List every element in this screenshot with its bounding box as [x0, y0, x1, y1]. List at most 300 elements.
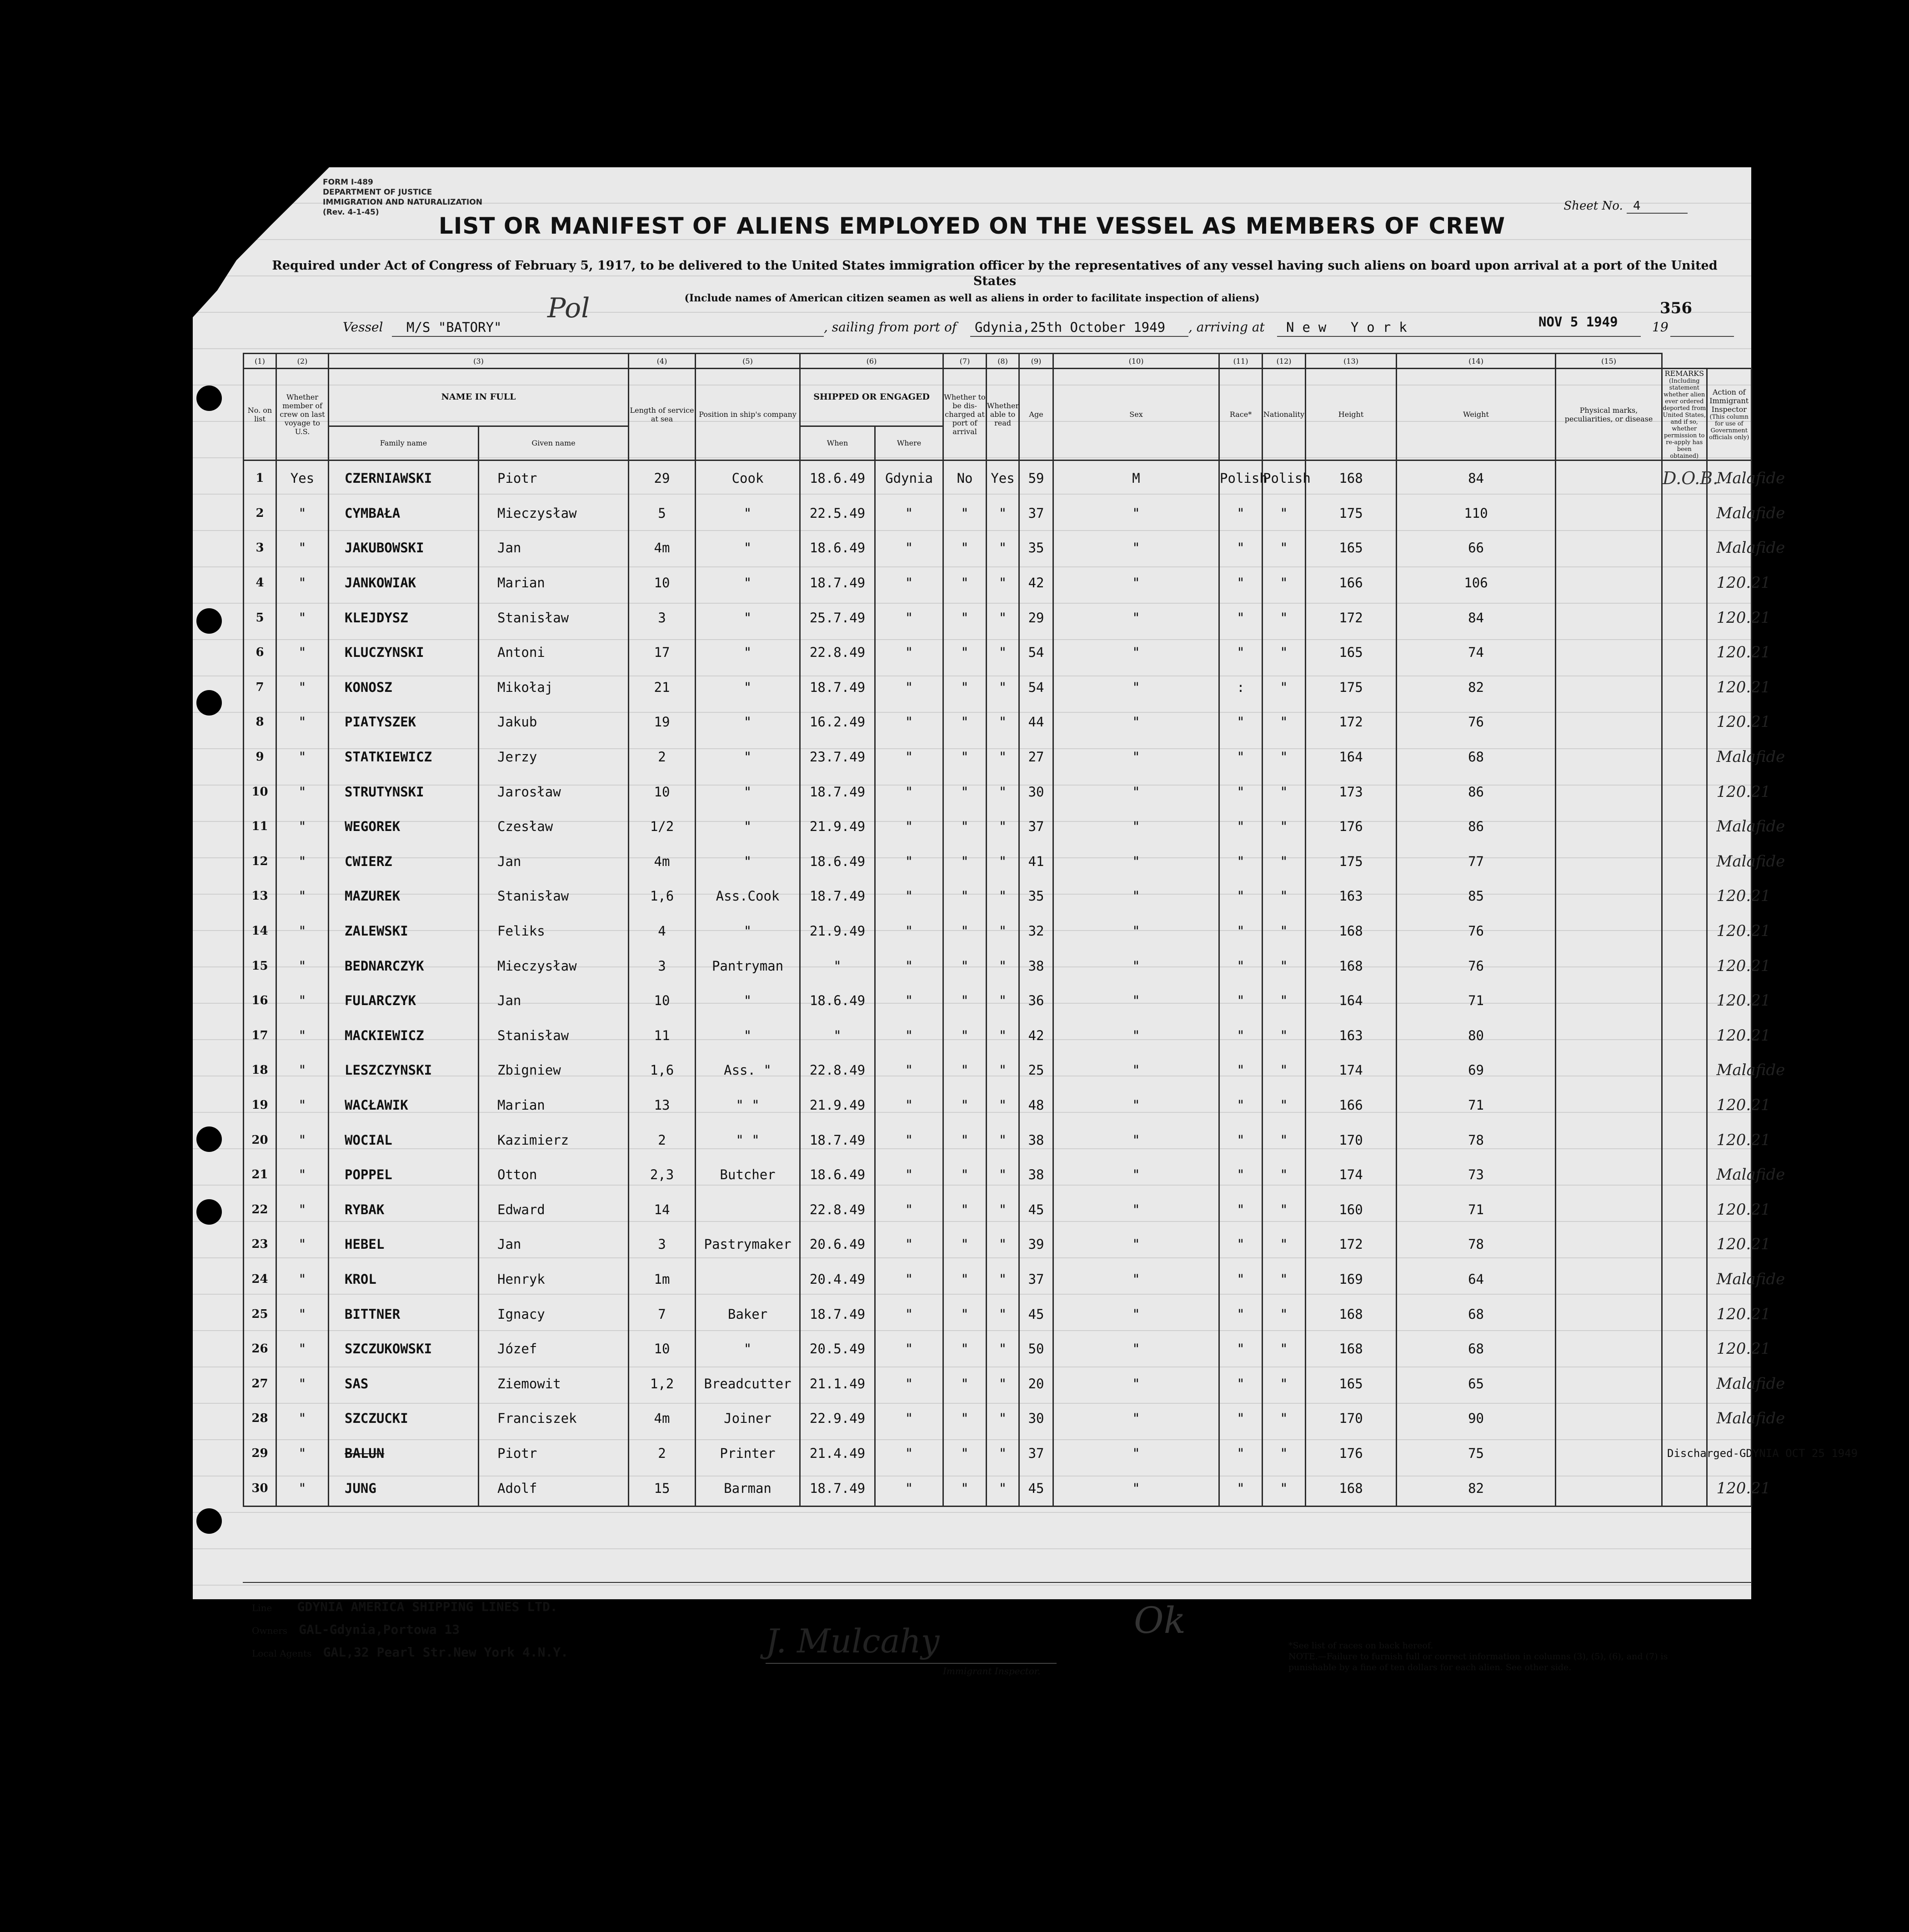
cell-family-name — [329, 844, 479, 879]
cell-sex: " — [1053, 740, 1219, 775]
cell-inspector-action: 120.21 — [1707, 566, 1751, 601]
inspector-signature: J. Mulcahy — [766, 1622, 940, 1660]
cell-sex: " — [1053, 1436, 1219, 1471]
cell-row-number: 19 — [244, 1088, 276, 1123]
cell-physical-marks — [1556, 809, 1662, 844]
cell-nationality: " — [1263, 1122, 1306, 1157]
cell-race: " — [1219, 1053, 1263, 1088]
family-name-text: MAZUREK — [345, 888, 401, 904]
table-row — [244, 1122, 1752, 1157]
cell-inspector-action: Malafide — [1707, 1366, 1751, 1401]
footer-notes — [1288, 1640, 1698, 1673]
cell-engaged-where: " — [875, 531, 943, 566]
cell-remarks — [1662, 879, 1707, 914]
cell-race: : — [1219, 670, 1263, 705]
cell-engaged-when: 22.5.49 — [800, 496, 875, 531]
cell-row-number: 28 — [244, 1401, 276, 1436]
cell-weight: 65 — [1397, 1366, 1556, 1401]
cell-race: " — [1219, 1436, 1263, 1471]
cell-sex: " — [1053, 670, 1219, 705]
table-row — [244, 844, 1752, 879]
punch-hole — [196, 690, 222, 716]
cell-sex: " — [1053, 1227, 1219, 1262]
cell-row-number: 9 — [244, 740, 276, 775]
table-row — [244, 460, 1752, 496]
cell-family-name — [329, 600, 479, 635]
cell-physical-marks — [1556, 705, 1662, 740]
table-row — [244, 1471, 1752, 1506]
cell-engaged-where: " — [875, 1157, 943, 1192]
cell-remarks — [1662, 1296, 1707, 1331]
cell-crew-member-flag: " — [276, 531, 329, 566]
cell-height: 173 — [1306, 774, 1397, 809]
cell-race: " — [1219, 844, 1263, 879]
punch-hole — [196, 1199, 222, 1225]
table-row — [244, 879, 1752, 914]
cell-height: 176 — [1306, 1436, 1397, 1471]
col-num: (8) — [987, 354, 1019, 369]
cell-engaged-where: " — [875, 809, 943, 844]
arriving-port: New York — [1286, 320, 1415, 335]
cell-engaged-where: " — [875, 1436, 943, 1471]
cell-given-name: Jarosław — [479, 774, 629, 809]
line-field — [252, 1599, 558, 1614]
cell-inspector-action: 120.21 — [1707, 1088, 1751, 1123]
cell-given-name: Adolf — [479, 1471, 629, 1506]
cell-physical-marks — [1556, 496, 1662, 531]
cell-sex: " — [1053, 1331, 1219, 1366]
cell-engaged-where: " — [875, 635, 943, 670]
cell-discharge-flag: " — [943, 983, 987, 1018]
owners-label: Owners — [252, 1625, 288, 1636]
cell-remarks — [1662, 1122, 1707, 1157]
cell-remarks — [1662, 983, 1707, 1018]
cell-crew-member-flag: " — [276, 1157, 329, 1192]
line-label: Line — [252, 1602, 272, 1613]
cell-family-name — [329, 1366, 479, 1401]
table-row — [244, 774, 1752, 809]
cell-height: 168 — [1306, 1296, 1397, 1331]
cell-family-name — [329, 1053, 479, 1088]
cell-weight: 71 — [1397, 1088, 1556, 1123]
cell-discharge-flag: " — [943, 1436, 987, 1471]
cell-age: 54 — [1019, 635, 1053, 670]
cell-row-number: 12 — [244, 844, 276, 879]
cell-sex: " — [1053, 635, 1219, 670]
cell-height: 168 — [1306, 460, 1397, 496]
agents-value: GAL,32 Pearl Str.New York 4.N.Y. — [323, 1645, 568, 1660]
cell-height: 163 — [1306, 879, 1397, 914]
col-header-sex: Sex — [1053, 369, 1219, 460]
cell-ship-position: " — [696, 809, 800, 844]
sailing-label: , sailing from port of — [824, 320, 957, 335]
cell-sex: " — [1053, 879, 1219, 914]
cell-remarks — [1662, 496, 1707, 531]
cell-discharge-flag: No — [943, 460, 987, 496]
cell-age: 54 — [1019, 670, 1053, 705]
cell-given-name: Franciszek — [479, 1401, 629, 1436]
cell-discharge-flag: " — [943, 1122, 987, 1157]
col-header-member: Whether member of crew on last voyage to U.S. — [276, 369, 329, 460]
cell-family-name — [329, 1018, 479, 1053]
cell-sex: " — [1053, 774, 1219, 809]
cell-given-name: Jan — [479, 983, 629, 1018]
cell-physical-marks — [1556, 740, 1662, 775]
family-name-text: HEBEL — [345, 1236, 385, 1252]
cell-inspector-action: 120.21 — [1707, 1192, 1751, 1227]
sheet-value: 4 — [1627, 199, 1688, 214]
family-name-text: WACŁAWIK — [345, 1097, 408, 1113]
col-header-age: Age — [1019, 369, 1053, 460]
cell-race: " — [1219, 1366, 1263, 1401]
cell-read-flag: Yes — [987, 460, 1019, 496]
cell-race: " — [1219, 1192, 1263, 1227]
cell-inspector-action: Malafide — [1707, 1053, 1751, 1088]
cell-age: 45 — [1019, 1471, 1053, 1506]
cell-race: " — [1219, 496, 1263, 531]
cell-engaged-where: " — [875, 600, 943, 635]
cell-read-flag: " — [987, 1471, 1019, 1506]
table-row — [244, 914, 1752, 949]
cell-given-name: Stanisław — [479, 600, 629, 635]
cell-read-flag: " — [987, 1192, 1019, 1227]
table-row — [244, 1262, 1752, 1297]
cell-crew-member-flag: " — [276, 1018, 329, 1053]
cell-read-flag: " — [987, 635, 1019, 670]
cell-engaged-when: 23.7.49 — [800, 740, 875, 775]
cell-weight: 78 — [1397, 1227, 1556, 1262]
cell-engaged-where: " — [875, 774, 943, 809]
cell-read-flag: " — [987, 1331, 1019, 1366]
cell-discharge-flag: " — [943, 879, 987, 914]
cell-service-length: 4 — [629, 914, 696, 949]
cell-row-number: 18 — [244, 1053, 276, 1088]
family-name-text: MACKIEWICZ — [345, 1027, 424, 1043]
cell-height: 164 — [1306, 983, 1397, 1018]
cell-given-name: Ziemowit — [479, 1366, 629, 1401]
family-name-text: STRUTYNSKI — [345, 784, 424, 800]
cell-family-name — [329, 1471, 479, 1506]
cell-crew-member-flag: " — [276, 635, 329, 670]
cell-nationality: Polish — [1263, 460, 1306, 496]
table-row — [244, 496, 1752, 531]
cell-service-length: 4m — [629, 1401, 696, 1436]
cell-nationality: " — [1263, 670, 1306, 705]
table-row — [244, 566, 1752, 601]
cell-engaged-where: " — [875, 1331, 943, 1366]
cell-remarks — [1662, 774, 1707, 809]
cell-crew-member-flag: " — [276, 774, 329, 809]
cell-family-name — [329, 635, 479, 670]
cell-inspector-action: 120.21 — [1707, 1122, 1751, 1157]
cell-engaged-when: 18.7.49 — [800, 1122, 875, 1157]
cell-engaged-where: " — [875, 1296, 943, 1331]
cell-discharge-flag: " — [943, 844, 987, 879]
cell-crew-member-flag: " — [276, 983, 329, 1018]
cell-weight: 73 — [1397, 1157, 1556, 1192]
cell-physical-marks — [1556, 670, 1662, 705]
cell-engaged-where: " — [875, 844, 943, 879]
cell-age: 50 — [1019, 1331, 1053, 1366]
cell-inspector-action: 120.21 — [1707, 1471, 1751, 1506]
cell-discharge-flag: " — [943, 1018, 987, 1053]
col-header-when: When — [800, 426, 875, 460]
family-name-text: SAS — [345, 1376, 369, 1391]
note-penalty: NOTE.—Failure to furnish full or correct information in columns (3), (5), (6), and (7) is punishable by a fine of ten dollars for each alien. See other side. — [1288, 1652, 1668, 1672]
family-name-text: KLEJDYSZ — [345, 610, 408, 626]
cell-discharge-flag: " — [943, 1331, 987, 1366]
cell-physical-marks — [1556, 983, 1662, 1018]
cell-family-name — [329, 740, 479, 775]
arriving-label: , arriving at — [1188, 320, 1265, 335]
cell-remarks — [1662, 670, 1707, 705]
cell-engaged-when: 18.6.49 — [800, 531, 875, 566]
sheet-number — [1563, 199, 1688, 214]
family-name-text: RYBAK — [345, 1201, 385, 1217]
cell-sex: " — [1053, 1018, 1219, 1053]
col-header-race: Race* — [1219, 369, 1263, 460]
cell-engaged-when: 22.8.49 — [800, 1192, 875, 1227]
cell-sex: " — [1053, 1192, 1219, 1227]
cell-engaged-when: 18.6.49 — [800, 1157, 875, 1192]
cell-weight: 68 — [1397, 1331, 1556, 1366]
cell-ship-position: " — [696, 635, 800, 670]
cell-age: 35 — [1019, 879, 1053, 914]
cell-read-flag: " — [987, 740, 1019, 775]
underline — [1670, 336, 1734, 337]
cell-ship-position: " — [696, 844, 800, 879]
cell-weight: 76 — [1397, 914, 1556, 949]
cell-race: " — [1219, 1122, 1263, 1157]
cell-engaged-where: " — [875, 1401, 943, 1436]
cell-service-length: 15 — [629, 1471, 696, 1506]
cell-given-name: Mikołaj — [479, 670, 629, 705]
cell-engaged-when: 21.4.49 — [800, 1436, 875, 1471]
cell-height: 172 — [1306, 705, 1397, 740]
family-name-text: CWIERZ — [345, 853, 392, 869]
col-num: (10) — [1053, 354, 1219, 369]
cell-read-flag: " — [987, 1296, 1019, 1331]
cell-remarks — [1662, 740, 1707, 775]
cell-given-name: Stanisław — [479, 1018, 629, 1053]
cell-remarks — [1662, 1018, 1707, 1053]
cell-physical-marks — [1556, 1088, 1662, 1123]
family-name-text: CZERNIAWSKI — [345, 470, 432, 486]
cell-age: 20 — [1019, 1366, 1053, 1401]
cell-read-flag: " — [987, 809, 1019, 844]
cell-engaged-where: " — [875, 1122, 943, 1157]
cell-height: 168 — [1306, 1331, 1397, 1366]
cell-inspector-action: Malafide — [1707, 740, 1751, 775]
cell-family-name — [329, 460, 479, 496]
cell-inspector-action: 120.21 — [1707, 983, 1751, 1018]
family-name-text: ZALEWSKI — [345, 923, 408, 939]
cell-remarks — [1662, 1366, 1707, 1401]
cell-race: " — [1219, 1227, 1263, 1262]
cell-height: 165 — [1306, 531, 1397, 566]
cell-given-name: Jan — [479, 531, 629, 566]
date-stamp: NOV 5 1949 — [1538, 314, 1618, 330]
cell-nationality: " — [1263, 1262, 1306, 1297]
cell-discharge-flag: " — [943, 1157, 987, 1192]
cell-family-name — [329, 914, 479, 949]
cell-crew-member-flag: " — [276, 1331, 329, 1366]
cell-nationality: " — [1263, 566, 1306, 601]
cell-inspector-action: 120.21 — [1707, 635, 1751, 670]
cell-ship-position: " — [696, 740, 800, 775]
cell-weight: 76 — [1397, 705, 1556, 740]
cell-row-number: 1 — [244, 460, 276, 496]
cell-ship-position: " — [696, 531, 800, 566]
subtitle: Required under Act of Congress of February 5, 1917, to be delivered to the United States immigration officer by the representatives of any vessel having such aliens on board upon arrival at a port of the United States — [272, 259, 1718, 288]
cell-given-name: Marian — [479, 566, 629, 601]
col-num: (14) — [1397, 354, 1556, 369]
form-stamp — [323, 177, 482, 217]
cell-ship-position: " — [696, 600, 800, 635]
cell-discharge-flag: " — [943, 1192, 987, 1227]
cell-inspector-action: 120.21 — [1707, 1227, 1751, 1262]
cell-crew-member-flag: " — [276, 1471, 329, 1506]
cell-crew-member-flag: " — [276, 670, 329, 705]
cell-discharge-flag: " — [943, 531, 987, 566]
cell-inspector-action: Malafide — [1707, 809, 1751, 844]
cell-engaged-when: 20.6.49 — [800, 1227, 875, 1262]
cell-row-number: 10 — [244, 774, 276, 809]
cell-discharge-flag: " — [943, 1088, 987, 1123]
cell-engaged-where: " — [875, 948, 943, 983]
cell-engaged-where: " — [875, 705, 943, 740]
cell-crew-member-flag: " — [276, 566, 329, 601]
table-row — [244, 1401, 1752, 1436]
cell-service-length: 1,6 — [629, 879, 696, 914]
cell-family-name — [329, 670, 479, 705]
cell-sex: " — [1053, 531, 1219, 566]
cell-row-number: 30 — [244, 1471, 276, 1506]
cell-given-name: Ignacy — [479, 1296, 629, 1331]
cell-engaged-where: Gdynia — [875, 460, 943, 496]
cell-read-flag: " — [987, 1262, 1019, 1297]
cell-height: 165 — [1306, 635, 1397, 670]
cell-discharge-flag: " — [943, 635, 987, 670]
cell-physical-marks — [1556, 1366, 1662, 1401]
cell-nationality: " — [1263, 1227, 1306, 1262]
cell-age: 37 — [1019, 1262, 1053, 1297]
cell-given-name: Piotr — [479, 1436, 629, 1471]
cell-remarks — [1662, 1088, 1707, 1123]
cell-nationality: " — [1263, 531, 1306, 566]
cell-height: 175 — [1306, 670, 1397, 705]
cell-family-name — [329, 1192, 479, 1227]
cell-physical-marks — [1556, 1227, 1662, 1262]
cell-service-length: 1m — [629, 1262, 696, 1297]
cell-ship-position: " — [696, 983, 800, 1018]
cell-remarks — [1662, 1471, 1707, 1506]
cell-discharge-flag: " — [943, 1227, 987, 1262]
cell-weight: 80 — [1397, 1018, 1556, 1053]
family-name-text: PIATYSZEK — [345, 714, 416, 730]
cell-discharge-flag: " — [943, 600, 987, 635]
cell-nationality: " — [1263, 496, 1306, 531]
col-num: (7) — [943, 354, 987, 369]
cell-inspector-action: 120.21 — [1707, 879, 1751, 914]
cell-race: " — [1219, 531, 1263, 566]
family-name-text: KONOSZ — [345, 679, 392, 695]
cell-sex: " — [1053, 983, 1219, 1018]
cell-engaged-when: 22.9.49 — [800, 1401, 875, 1436]
cell-age: 44 — [1019, 705, 1053, 740]
cell-family-name — [329, 1088, 479, 1123]
cell-weight: 82 — [1397, 1471, 1556, 1506]
punch-hole — [196, 385, 222, 411]
cell-given-name: Piotr — [479, 460, 629, 496]
col-num: (11) — [1219, 354, 1263, 369]
cell-ship-position: Printer — [696, 1436, 800, 1471]
family-name-text: WOCIAL — [345, 1132, 392, 1148]
cell-sex: " — [1053, 496, 1219, 531]
cell-family-name — [329, 1262, 479, 1297]
cell-physical-marks — [1556, 460, 1662, 496]
cell-race: " — [1219, 740, 1263, 775]
signature-line — [766, 1663, 1057, 1664]
cell-discharge-flag: " — [943, 1296, 987, 1331]
table-row — [244, 1227, 1752, 1262]
cell-remarks: D.O.B. — [1662, 460, 1707, 496]
cell-height: 172 — [1306, 600, 1397, 635]
cell-given-name: Otton — [479, 1157, 629, 1192]
cell-age: 25 — [1019, 1053, 1053, 1088]
cell-read-flag: " — [987, 914, 1019, 949]
cell-physical-marks — [1556, 844, 1662, 879]
cell-row-number: 14 — [244, 914, 276, 949]
table-row — [244, 1157, 1752, 1192]
cell-race: " — [1219, 1157, 1263, 1192]
cell-service-length: 11 — [629, 1018, 696, 1053]
cell-remarks — [1662, 1053, 1707, 1088]
col-header-height: Height — [1306, 369, 1397, 460]
cell-discharge-flag: " — [943, 705, 987, 740]
cell-engaged-where: " — [875, 1192, 943, 1227]
cell-height: 166 — [1306, 566, 1397, 601]
cell-engaged-where: " — [875, 496, 943, 531]
cell-engaged-when: 21.9.49 — [800, 914, 875, 949]
family-name-text: JANKOWIAK — [345, 575, 416, 591]
family-name-text: SZCZUCKI — [345, 1411, 408, 1426]
cell-family-name — [329, 948, 479, 983]
cell-age: 37 — [1019, 496, 1053, 531]
cell-age: 48 — [1019, 1088, 1053, 1123]
cell-weight: 78 — [1397, 1122, 1556, 1157]
cell-service-length: 21 — [629, 670, 696, 705]
cell-crew-member-flag: " — [276, 1227, 329, 1262]
cell-ship-position: " — [696, 1018, 800, 1053]
cell-physical-marks — [1556, 774, 1662, 809]
cell-sex: " — [1053, 1366, 1219, 1401]
cell-engaged-where: " — [875, 983, 943, 1018]
cell-service-length: 13 — [629, 1088, 696, 1123]
col-header-name: NAME IN FULL — [329, 369, 629, 426]
cell-given-name: Henryk — [479, 1262, 629, 1297]
cell-race: " — [1219, 948, 1263, 983]
table-row — [244, 1296, 1752, 1331]
cell-height: 168 — [1306, 914, 1397, 949]
cell-nationality: " — [1263, 774, 1306, 809]
cell-engaged-when: 18.7.49 — [800, 1296, 875, 1331]
cell-inspector-action: 120.21 — [1707, 774, 1751, 809]
cell-read-flag: " — [987, 879, 1019, 914]
cell-ship-position: " — [696, 670, 800, 705]
cell-age: 38 — [1019, 1122, 1053, 1157]
cell-sex: " — [1053, 1471, 1219, 1506]
